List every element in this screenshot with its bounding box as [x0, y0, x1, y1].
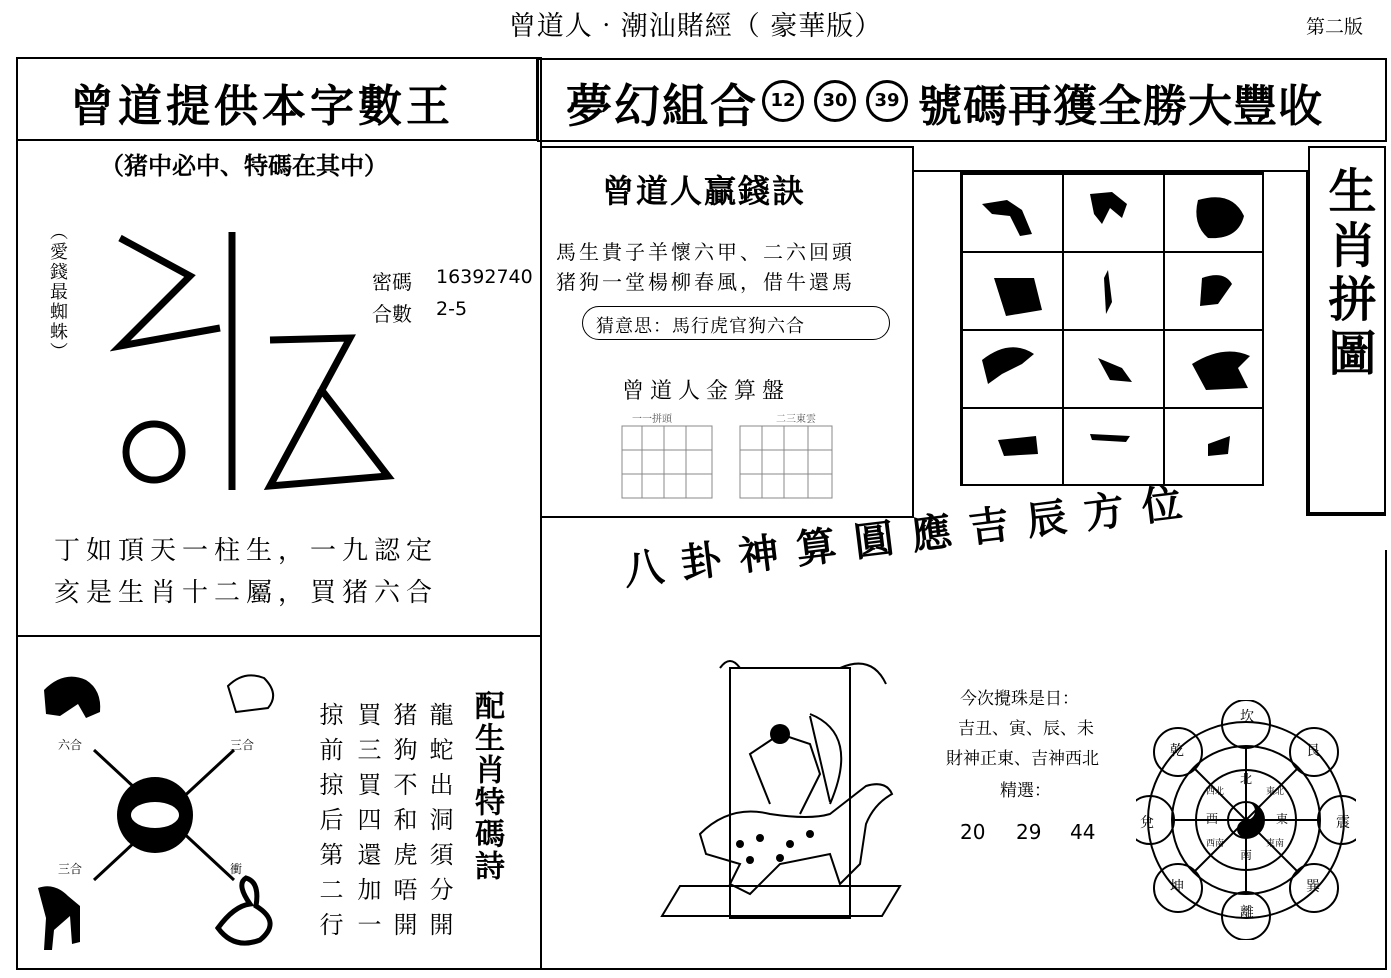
password-label: 密碼	[372, 270, 412, 294]
abacus-grid	[620, 424, 840, 502]
trigram-label: 兌	[1140, 815, 1154, 831]
puzzle-fragments	[962, 174, 1264, 486]
trigram-label: 離	[1240, 905, 1254, 921]
number-king-heading: 曾道提供本字數王	[70, 81, 454, 132]
banner-text-right: 號碼再獲全勝大豐收	[918, 81, 1323, 132]
page-title: 曾道人‧潮汕賭經（ 豪華版）	[508, 11, 883, 42]
direction-label: 西北	[1206, 787, 1225, 797]
poem-column: 買三買四還加一	[353, 702, 381, 947]
poem-column: 龍蛇出洞須分開	[425, 702, 453, 947]
circled-number: 39	[866, 80, 908, 122]
direction-label: 東北	[1266, 787, 1285, 797]
direction-label: 西	[1206, 812, 1219, 826]
draw-days: 吉丑、寅、辰、未	[958, 719, 1094, 739]
circled-number: 30	[814, 80, 856, 122]
picks-label: 精選：	[1000, 781, 1051, 801]
lucky-gods: 財神正東、吉神西北	[946, 749, 1099, 769]
direction-label: 東南	[1266, 839, 1285, 849]
verse-line-1: 丁如頂天一柱生，一九認定	[54, 536, 439, 566]
side-note: （愛錢最蜘蛛）	[47, 222, 68, 362]
poem-column: 掠前掠后第二行	[315, 702, 343, 947]
pick-number: 20	[960, 820, 986, 844]
page-header	[0, 0, 1391, 50]
sum-value: 2-5	[436, 298, 468, 320]
trigram-label: 巽	[1306, 879, 1320, 895]
zodiac-label: 三合	[58, 862, 83, 876]
trigram-label: 艮	[1306, 743, 1320, 759]
trigram-label: 震	[1336, 815, 1350, 831]
direction-label: 東	[1276, 812, 1289, 826]
abacus-label-right: 二三東雲	[776, 414, 816, 425]
password-value: 16392740	[436, 266, 533, 288]
direction-label: 西南	[1206, 839, 1225, 849]
abacus-title: 曾道人金算盤	[622, 379, 791, 404]
zodiac-label: 三合	[230, 738, 255, 752]
pick-number: 44	[1070, 820, 1096, 844]
pick-number: 29	[1016, 820, 1042, 844]
verse-line-2: 亥是生肖十二屬，買猪六合	[54, 578, 439, 608]
poem-column: 猪狗不和虎唔開	[389, 702, 417, 947]
draw-day-label: 今次攪珠是日：	[960, 689, 1079, 709]
trigram-label: 坎	[1240, 709, 1254, 725]
trigram-label: 坤	[1170, 879, 1184, 895]
direction-label: 南	[1240, 848, 1253, 862]
character-puzzle-drawing	[110, 228, 410, 498]
zodiac-label: 六合	[58, 738, 83, 752]
tips-line-1: 馬生貴子羊懷六甲、二六回頭	[556, 240, 855, 264]
hint-text: 猜意思：馬行虎官狗六合	[596, 316, 805, 337]
poem-title: 配生肖特碼詩	[469, 690, 504, 882]
zodiac-diagram	[24, 660, 300, 960]
direction-label: 北	[1240, 772, 1253, 786]
tips-line-2: 猪狗一堂楊柳春風，借牛還馬	[556, 270, 855, 294]
banner-text-left: 夢幻組合	[566, 79, 758, 133]
puzzle-grid	[960, 172, 1264, 486]
abacus-label-left: 一一拼頭	[632, 414, 672, 425]
zodiac-label: 衝	[230, 862, 243, 876]
trigram-label: 乾	[1170, 743, 1184, 759]
archer-horse-picture	[660, 654, 910, 966]
tips-heading: 曾道人贏錢訣	[602, 172, 807, 210]
circled-number: 12	[762, 80, 804, 122]
edition-label: 第二版	[1305, 16, 1363, 38]
bagua-title: 八卦神算圓應吉辰方位	[620, 477, 1203, 595]
sum-label: 合數	[372, 302, 412, 326]
puzzle-title: 生肖拼圖	[1320, 166, 1376, 382]
number-king-subheading: （猪中必中、特碼在其中）	[100, 151, 388, 180]
